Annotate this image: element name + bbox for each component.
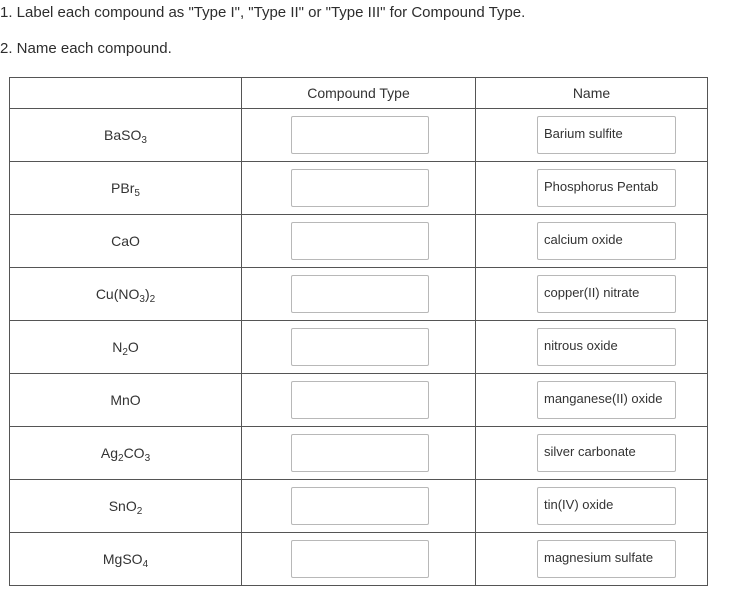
compound-type-cell <box>242 480 476 533</box>
instruction-1: 1. Label each compound as "Type I", "Type II" or "Type III" for Compound Type. <box>0 4 526 21</box>
name-cell <box>476 480 708 533</box>
compound-name-input[interactable] <box>537 434 676 472</box>
table-row <box>10 427 708 480</box>
formula-text: Cu(NO <box>95 286 140 302</box>
name-cell <box>476 215 708 268</box>
formula-subscript: 3 <box>144 453 151 464</box>
compound-type-cell <box>242 321 476 374</box>
compound-formula <box>10 480 242 533</box>
compound-name-input[interactable] <box>537 540 676 578</box>
table-row <box>10 268 708 321</box>
instruction-2: 2. Name each compound. <box>0 40 172 57</box>
compound-type-input[interactable] <box>291 275 429 313</box>
compound-formula <box>10 533 242 586</box>
compound-type-input[interactable] <box>291 222 429 260</box>
table-row <box>10 109 708 162</box>
compound-type-input[interactable] <box>291 328 429 366</box>
compound-type-input[interactable] <box>291 540 429 578</box>
compound-type-cell <box>242 374 476 427</box>
name-cell <box>476 533 708 586</box>
name-cell <box>476 321 708 374</box>
table-header-row <box>10 78 708 109</box>
compound-formula <box>10 321 242 374</box>
compound-type-input[interactable] <box>291 434 429 472</box>
table-row <box>10 162 708 215</box>
compound-name-input[interactable] <box>537 169 676 207</box>
formula-text: N <box>112 339 123 355</box>
formula-text: PBr <box>111 180 135 196</box>
compound-type-cell <box>242 268 476 321</box>
compound-type-input[interactable] <box>291 169 429 207</box>
formula-text: MgSO <box>102 551 143 567</box>
compound-name-input[interactable] <box>537 328 676 366</box>
compound-type-cell <box>242 215 476 268</box>
compound-name-input[interactable] <box>537 116 676 154</box>
header-compound <box>10 78 242 109</box>
name-cell <box>476 427 708 480</box>
name-cell <box>476 268 708 321</box>
compound-type-input[interactable] <box>291 116 429 154</box>
formula-text: ) <box>144 286 150 302</box>
header-compound-type: Compound Type <box>242 78 476 109</box>
table-row <box>10 480 708 533</box>
name-cell <box>476 109 708 162</box>
formula-text: O <box>127 339 139 355</box>
formula-text: MnO <box>110 392 141 408</box>
compound-formula <box>10 268 242 321</box>
formula-subscript: 5 <box>134 188 140 199</box>
formula-subscript: 4 <box>142 559 149 570</box>
compound-formula <box>10 162 242 215</box>
compound-formula <box>10 374 242 427</box>
compound-formula <box>10 215 242 268</box>
compound-name-input[interactable] <box>537 275 676 313</box>
name-cell <box>476 162 708 215</box>
compound-name-input[interactable] <box>537 487 676 525</box>
compound-type-input[interactable] <box>291 381 429 419</box>
formula-text: CO <box>123 445 145 461</box>
formula-text: Ag <box>100 445 118 461</box>
header-name: Name <box>476 78 708 109</box>
formula-text: BaSO <box>104 127 142 143</box>
compound-type-cell <box>242 162 476 215</box>
formula-text: SnO <box>108 498 137 514</box>
compound-name-input[interactable] <box>537 222 676 260</box>
formula-subscript: 2 <box>118 453 124 464</box>
formula-subscript: 2 <box>122 347 128 358</box>
table-row <box>10 321 708 374</box>
formula-subscript: 2 <box>149 294 156 305</box>
compound-table <box>9 77 708 586</box>
formula-subscript: 3 <box>141 135 147 146</box>
formula-text: CaO <box>111 233 140 249</box>
table-row <box>10 215 708 268</box>
formula-subscript: 2 <box>136 506 143 517</box>
table-row <box>10 533 708 586</box>
compound-type-cell <box>242 533 476 586</box>
formula-subscript: 3 <box>139 294 145 305</box>
table-row <box>10 374 708 427</box>
compound-type-cell <box>242 109 476 162</box>
compound-formula <box>10 109 242 162</box>
compound-type-input[interactable] <box>291 487 429 525</box>
compound-name-input[interactable] <box>537 381 676 419</box>
name-cell <box>476 374 708 427</box>
compound-formula <box>10 427 242 480</box>
compound-type-cell <box>242 427 476 480</box>
